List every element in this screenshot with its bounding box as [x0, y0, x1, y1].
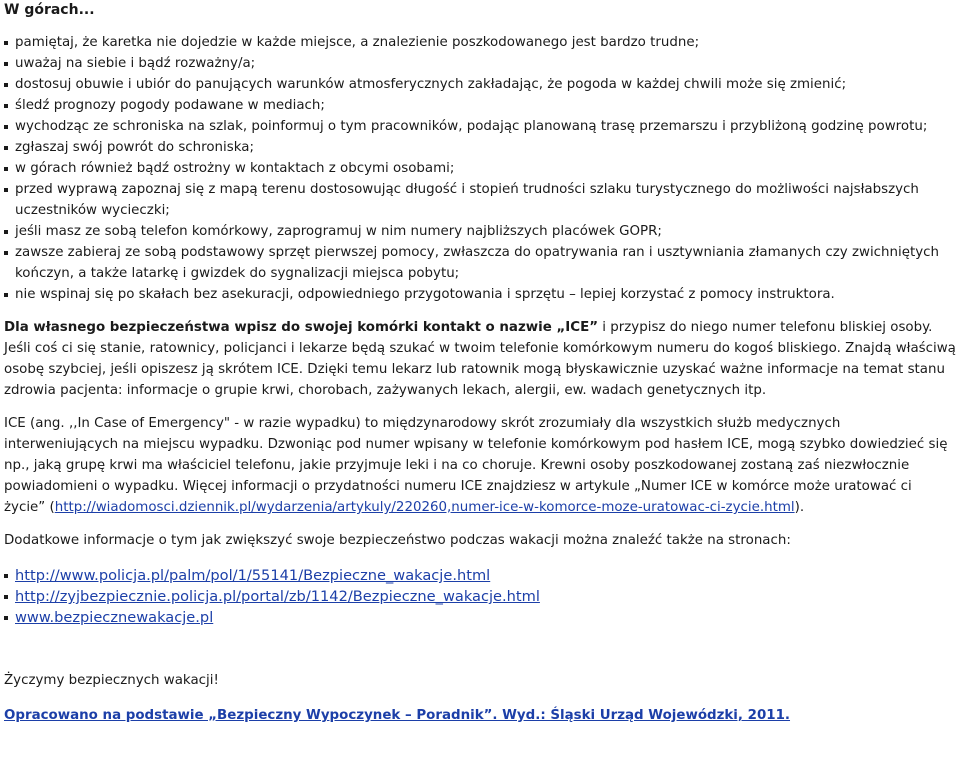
ice-explanation-text: ICE (ang. ,,In Case of Emergency" - w razie wypadku) to międzynarodowy skrót zrozumiały dla wszystkich służb medycznych interweniujących na miejscu wypadku. Dzwoniąc pod numer wpisany w telefonie komórkowym pod hasłem ICE, mogą szybko dowiedzieć się np., jaką grupę krwi ma właściciel telefonu, jakie przyjmuje leki i na co choruje. Krewni osoby poszkodowanej zostaną zaś niezwłocznie powiadomieni o wypadku. Więcej informacji o przydatności numeru ICE znajdziesz w artykule „Numer ICE w komórce może uratować ci życie” (	[4, 416, 948, 515]
list-item: śledź prognozy pogody podawane w mediach;	[4, 95, 956, 116]
ice-bold-lead: Dla własnego bezpieczeństwa wpisz do swojej komórki kontakt o nazwie „ICE”	[4, 320, 599, 335]
list-item: dostosuj obuwie i ubiór do panujących warunków atmosferycznych zakładając, że pogoda w każdej chwili może się zmienić;	[4, 74, 956, 95]
list-item: pamiętaj, że karetka nie dojedzie w każde miejsce, a znalezienie poszkodowanego jest bardzo trudne;	[4, 32, 956, 53]
list-item	[4, 565, 956, 586]
closing-wish: Życzymy bezpiecznych wakacji!	[4, 673, 219, 688]
list-item: jeśli masz ze sobą telefon komórkowy, zaprogramuj w nim numery najbliższych placówek GOPR;	[4, 221, 956, 242]
ice-paragraph	[4, 317, 956, 401]
ice-paragraph-text: i przypisz do niego numer telefonu bliskiej osoby. Jeśli coś ci się stanie, ratownicy, policjanci i lekarze będą szukać w twoim telefonie komórkowym numeru do kogoś bliskiego. Znajdą właściwą osobę szybciej, jeśli opiszesz ją skrótem ICE. Dzięki temu lekarz lub ratownik mogą błyskawicznie uzyskać ważne informacje na temat stanu zdrowia pacjenta: informacje o grupie krwi, chorobach, zażywanych lekach, alergii, ew. wadach genetycznych itp.	[4, 320, 956, 398]
list-item: nie wspinaj się po skałach bez asekuracji, odpowiedniego przygotowania i sprzętu – lepiej korzystać z pomocy instruktora.	[4, 284, 956, 305]
list-item: wychodząc ze schroniska na szlak, poinformuj o tym pracowników, podając planowaną trasę przemarszu i przybliżoną godzinę powrotu;	[4, 116, 956, 137]
bezpiecznewakacje-link[interactable]: www.bezpiecznewakacje.pl	[15, 609, 214, 626]
source-link[interactable]: Opracowano na podstawie „Bezpieczny Wypoczynek – Poradnik”. Wyd.: Śląski Urząd Wojewódzki, 2011.	[4, 708, 791, 723]
safety-tips-list	[4, 32, 956, 305]
list-item	[4, 586, 956, 607]
page-title: W górach...	[4, 2, 95, 18]
list-item: w górach również bądź ostrożny w kontaktach z obcymi osobami;	[4, 158, 956, 179]
list-item: uważaj na siebie i bądź rozważny/a;	[4, 53, 956, 74]
ice-explanation-end: ).	[794, 500, 805, 515]
links-list	[4, 565, 956, 628]
list-item: zawsze zabieraj ze sobą podstawowy sprzęt pierwszej pomocy, zwłaszcza do opatrywania ran i usztywniania złamanych czy zwichniętych kończyn, a także latarkę i gwizdek do sygnalizacji miejsca pobytu;	[4, 242, 956, 284]
ice-explanation-paragraph	[4, 413, 956, 518]
article-link[interactable]: http://wiadomosci.dziennik.pl/wydarzenia/artykuly/220260,numer-ice-w-komorce-moze-uratowac-ci-zycie.html	[54, 500, 795, 515]
zyjbezpiecznie-link[interactable]: http://zyjbezpiecznie.policja.pl/portal/zb/1142/Bezpieczne_wakacje.html	[15, 588, 540, 605]
policja-link[interactable]: http://www.policja.pl/palm/pol/1/55141/Bezpieczne_wakacje.html	[15, 567, 491, 584]
list-item	[4, 607, 956, 628]
source-note	[4, 705, 956, 726]
list-item: zgłaszaj swój powrót do schroniska;	[4, 137, 956, 158]
more-info-paragraph: Dodatkowe informacje o tym jak zwiększyć swoje bezpieczeństwo podczas wakacji można znaleźć także na stronach:	[4, 533, 791, 548]
list-item: przed wyprawą zapoznaj się z mapą terenu dostosowując długość i stopień trudności szlaku turystycznego do możliwości najsłabszych uczestników wycieczki;	[4, 179, 956, 221]
